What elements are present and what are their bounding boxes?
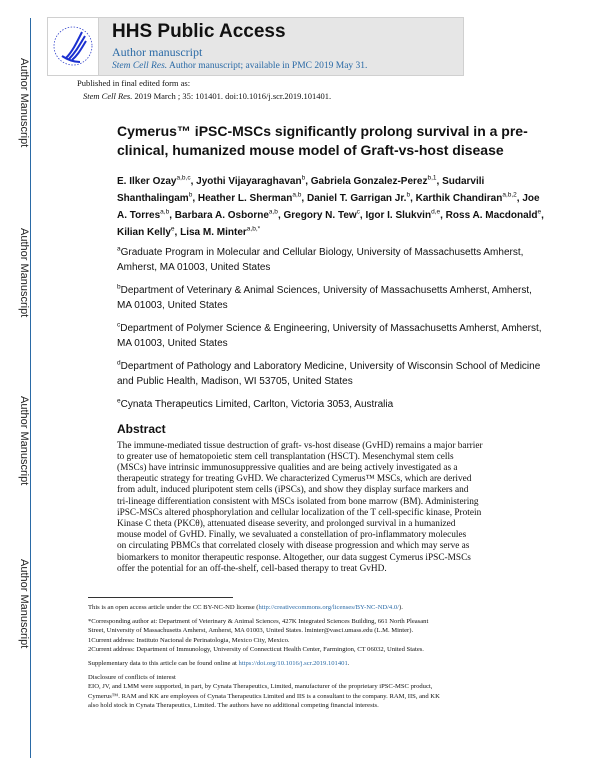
supplementary-text-end: . bbox=[347, 659, 350, 667]
author-affiliation-marks: a,b,* bbox=[246, 225, 261, 233]
author-name: Sudarvili Shanthalingam bbox=[117, 176, 485, 204]
coi-line: EIO, JV, and LMM were supported, in part, by Cynata Therapeutics, Limited, manufacturer of the proprietary iPSC-MSC product, bbox=[88, 683, 433, 691]
author-manuscript-label: Author Manuscript bbox=[18, 396, 30, 486]
author-affiliation-marks: d,e bbox=[431, 208, 441, 216]
availability-citation bbox=[112, 61, 367, 72]
abstract-line: (MSCs) have intrinsic immunosuppressive qualities and are being actively investigated as a bbox=[117, 462, 458, 473]
author-affiliation-marks: b bbox=[188, 191, 193, 199]
corresponding-author-line: Street, University of Massachusetts Amherst, Amherst, MA 01003, United States. lminter@vasci.umass.edu (L.M. Minter). bbox=[88, 627, 414, 635]
supplementary-note bbox=[88, 659, 440, 669]
affiliation-text: Graduate Program in Molecular and Cellular Biology, University of Massachusetts Amherst, Amherst, MA 01003, United States bbox=[117, 247, 524, 273]
abstract-line: from adult, induced pluripotent stem cells (iPSCs), and show they display surface markers and bbox=[117, 485, 469, 496]
affiliation bbox=[117, 284, 549, 313]
abstract-line: therapeutic strategy for treating GvHD. We characterized Cymerus™ MSCs, which are derived bbox=[117, 474, 472, 485]
footnotes bbox=[88, 603, 440, 711]
author-name: Heather L. Sherman bbox=[197, 193, 293, 204]
affiliation bbox=[117, 398, 549, 413]
corresponding-author-line: *Corresponding author at: Department of Veterinary & Animal Sciences, 427K Integrated Sciences Building, 661 North Pleasant bbox=[88, 617, 429, 625]
license-note bbox=[88, 603, 440, 613]
hhs-eagle-logo-icon bbox=[48, 18, 99, 75]
abstract-line: The immune-mediated tissue destruction of graft- vs-host disease (GvHD) remains a major barrier bbox=[117, 440, 483, 451]
author-name: Kilian Kelly bbox=[117, 227, 171, 238]
journal-name: Stem Cell Res. bbox=[112, 61, 168, 71]
abstract-line: tri-lineage differentiation consistent with MSCs isolated from bone marrow (BM). Administering bbox=[117, 496, 479, 507]
author-name: Igor I. Slukvin bbox=[365, 210, 432, 221]
license-text-end: ). bbox=[399, 604, 403, 611]
author-affiliation-marks: e bbox=[170, 225, 175, 233]
license-link[interactable]: http://creativecommons.org/licenses/BY-NC-ND/4.0/ bbox=[258, 604, 400, 611]
journal-name: Stem Cell Res. bbox=[83, 91, 133, 101]
coi-heading: Disclosure of conflicts of interest bbox=[88, 673, 176, 681]
author-manuscript-label: Author Manuscript bbox=[18, 228, 30, 318]
author-affiliation-marks: a,b,c bbox=[176, 174, 191, 182]
author-name: Barbara A. Osborne bbox=[174, 210, 269, 221]
affiliation-mark: e bbox=[117, 397, 121, 405]
affiliation-mark: a bbox=[117, 245, 121, 253]
author-manuscript-label: Author Manuscript bbox=[18, 559, 30, 649]
license-text: This is an open access article under the CC BY-NC-ND license ( bbox=[88, 604, 259, 611]
abstract-line: mouse model of GvHD. Finally, we sevaluated a constellation of pro-inflammatory molecules bbox=[117, 530, 467, 541]
author-list: E. Ilker Ozay$^{a,b,c}$, Jyothi Vijayaraghavan$^b$, Gabriela Gonzalez-Perez$^{b,1}$, Sudarvili Shanthalingam$^b$, Heather L. Sherman$^{a,b}$, Daniel T. Garrigan Jr.$^b$, Karthik Chandiran$^{a,b,2}$, Joe A. Torres$^{a,b}$, Barbara A. Osborne$^{a,b}$, Gregory N. Tew$^c$, Igor I. Slukvin$^{d,e}$, Ross A. Macdonald$^e$, Kilian Kelly$^e$, Lisa M. Minter$^{a,b,*}$ bbox=[117, 174, 544, 238]
manuscript-subtitle: Author manuscript bbox=[112, 45, 203, 59]
author-name: Ross A. Macdonald bbox=[445, 210, 538, 221]
affiliation bbox=[117, 360, 549, 389]
abstract-line: offer the potential for an off-the-shelf, cell-based therapy to treat GvHD. bbox=[117, 563, 387, 574]
author-name: Karthik Chandiran bbox=[415, 193, 503, 204]
author-affiliation-marks: b bbox=[301, 174, 306, 182]
abstract-line: to greater use of hematopoietic stem cell transplantation (HSCT). Mesenchymal stem cells bbox=[117, 451, 454, 462]
hhs-title: HHS Public Access bbox=[112, 21, 286, 42]
supplementary-text: Supplementary data to this article can be found online at bbox=[88, 659, 239, 667]
author-name: Joe A. Torres bbox=[117, 193, 540, 221]
published-citation bbox=[83, 91, 331, 101]
hhs-header bbox=[47, 17, 464, 76]
coi-line: also hold stock in Cynata Therapeutics, Limited. The authors have no additional competing financial interests. bbox=[88, 702, 379, 710]
author-name: Jyothi Vijayaraghavan bbox=[196, 176, 302, 187]
author-affiliation-marks: a,b bbox=[268, 208, 278, 216]
abstract-line: on circulating PBMCs that correlated closely with disease progression and which may serve as bbox=[117, 541, 470, 552]
affiliation bbox=[117, 322, 549, 351]
availability-text: Author manuscript; available in PMC 2019 May 31. bbox=[167, 61, 368, 71]
affiliation-mark: d bbox=[117, 359, 121, 367]
author-manuscript-label: Author Manuscript bbox=[18, 58, 30, 148]
affiliation-text: Department of Veterinary & Animal Sciences, University of Massachusetts Amherst, Amherst, MA 01003, United States bbox=[117, 285, 532, 311]
author-affiliation-marks: b bbox=[406, 191, 411, 199]
current-address-1: 1Current address: Instituto Nacional de Perinatologia, Mexico City, Mexico. bbox=[88, 636, 290, 644]
abstract-heading: Abstract bbox=[117, 421, 166, 436]
author-affiliation-marks: a,b bbox=[160, 208, 170, 216]
author-affiliation-marks: a,b,2 bbox=[502, 191, 517, 199]
author-affiliation-marks: a,b bbox=[292, 191, 302, 199]
abstract-line: biomarkers to monitor therapeutic response. Altogether, our data suggest Cymerus iPSC-MSCs bbox=[117, 552, 471, 563]
author-name: Gregory N. Tew bbox=[283, 210, 357, 221]
article-title: Cymerus™ iPSC-MSCs significantly prolong survival in a pre-clinical, humanized mouse model of Graft-vs-host disease bbox=[117, 123, 528, 158]
author-affiliation-marks: b,1 bbox=[427, 174, 437, 182]
published-label: Published in final edited form as: bbox=[77, 78, 191, 88]
author-affiliation-marks: c bbox=[356, 208, 360, 216]
affiliation-mark: b bbox=[117, 283, 121, 291]
affiliation-text: Department of Pathology and Laboratory Medicine, University of Wisconsin School of Medicine and Public Health, Madison, WI 53705, United States bbox=[117, 361, 541, 387]
abstract-body bbox=[117, 441, 549, 575]
affiliation-mark: c bbox=[117, 321, 121, 329]
sidebar-rule bbox=[30, 18, 31, 758]
main-column bbox=[117, 122, 549, 575]
footnote-divider bbox=[88, 597, 233, 598]
current-address-2: 2Current address: Department of Immunology, University of Connecticut Health Center, Farmington, CT 06032, United States. bbox=[88, 646, 424, 654]
affiliation-text: Department of Polymer Science & Engineering, University of Massachusetts Amherst, Amherst, MA 01003, United States bbox=[117, 323, 542, 349]
author-name: E. Ilker Ozay bbox=[117, 176, 177, 187]
author-name: Daniel T. Garrigan Jr. bbox=[306, 193, 407, 204]
affiliation-text: Cynata Therapeutics Limited, Carlton, Victoria 3053, Australia bbox=[120, 399, 394, 410]
abstract-line: Kinase C theta (PKCθ), attenuated disease severity, and prolonged survival in a humanized bbox=[117, 518, 456, 529]
author-name: Lisa M. Minter bbox=[180, 227, 247, 238]
abstract-line: iPSC-MSCs altered phosphorylation and cellular localization of the T cell-specific kinase, Protein bbox=[117, 507, 482, 518]
supplementary-link[interactable]: https://doi.org/10.1016/j.scr.2019.101401 bbox=[238, 659, 348, 667]
author-affiliation-marks: e bbox=[537, 208, 542, 216]
affiliation bbox=[117, 246, 549, 275]
author-name: Gabriela Gonzalez-Perez bbox=[310, 176, 428, 187]
affiliation-list bbox=[117, 246, 549, 413]
citation-text: 2019 March ; 35: 101401. doi:10.1016/j.scr.2019.101401. bbox=[132, 91, 332, 101]
coi-line: Cymerus™. RAM and KK are employees of Cynata Therapeutics Limited and IIS is a consultant to the company. RAM, IIS, and KK bbox=[88, 692, 440, 700]
